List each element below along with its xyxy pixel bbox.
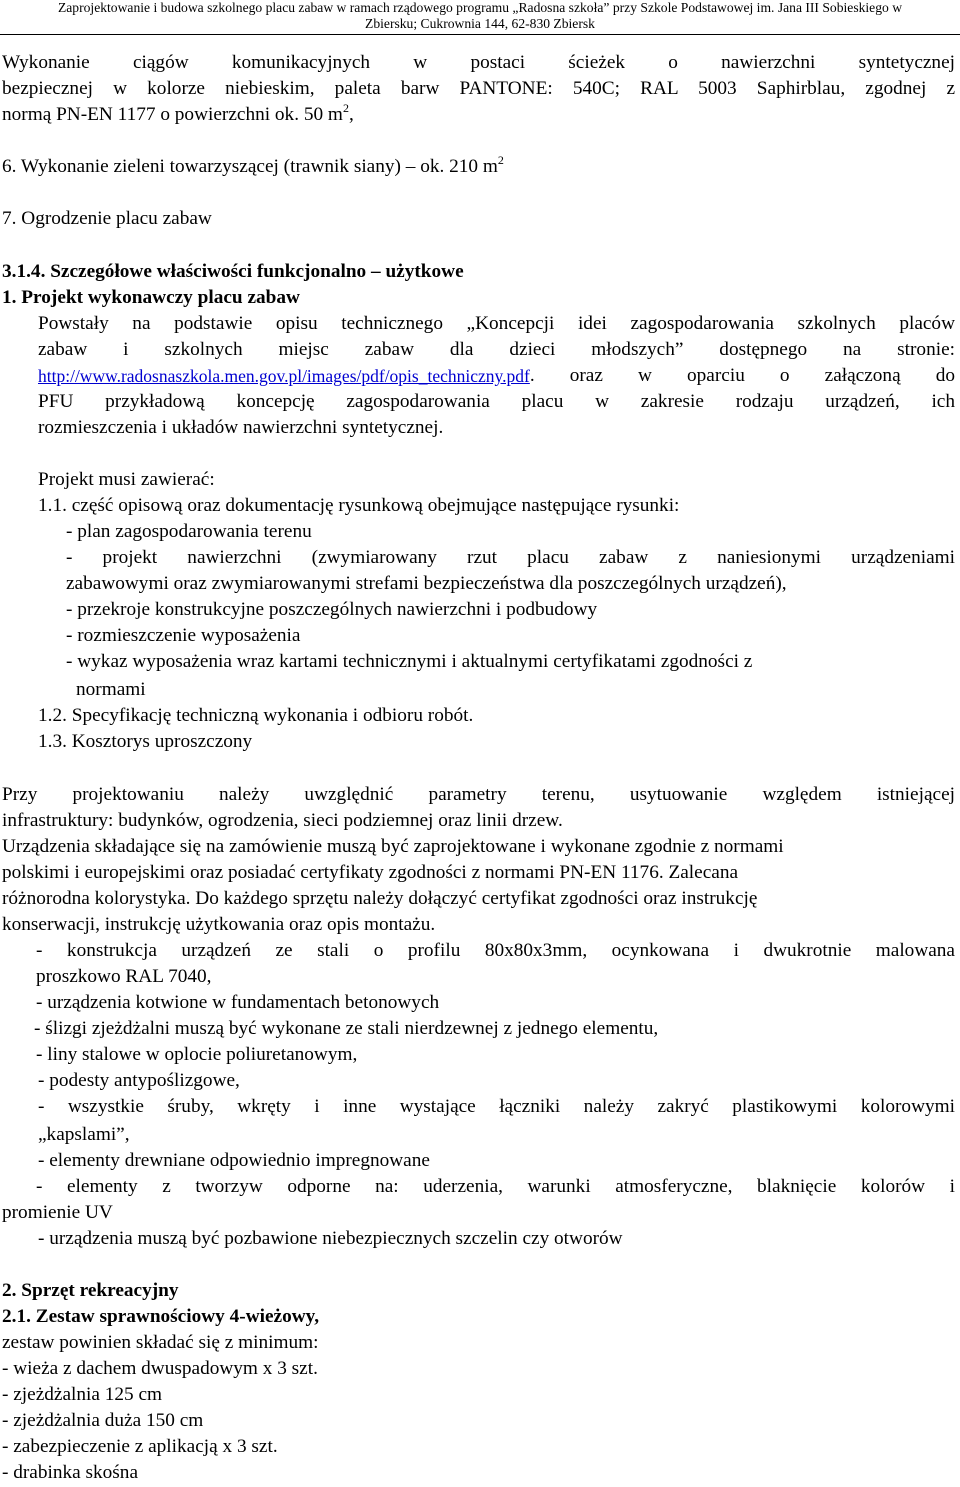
req-5: - podesty antypoślizgowe, <box>38 1070 240 1091</box>
item-1-2: 1.2. Specyfikację techniczną wykonania i odbioru robót. <box>38 705 474 726</box>
s314-p1-line-5: rozmieszczenia i układów nawierzchni syntetycznej. <box>38 417 444 438</box>
s314-p1-line-2: zabaw i szkolnych miejsc zabaw dla dzieci młodszych” dostępnego na stronie: <box>38 339 955 360</box>
intro-area-text: normą PN-EN 1177 o powierzchni ok. 50 m <box>2 104 343 125</box>
equipment-item-3: - zjeżdżalnia duża 150 cm <box>2 1410 204 1431</box>
s314-p1-line-3-tail: . oraz w oparciu o załączoną do <box>529 365 955 386</box>
header-line-1: Zaprojektowanie i budowa szkolnego placu zabaw w ramach rządowego programu „Radosna szkoła” przy Szkole Podstawowej im. Jana III Sobieskiego w <box>57 0 903 15</box>
equipment-item-1: - wieża z dachem dwuspadowym x 3 szt. <box>2 1358 318 1379</box>
intro-area-sup: 2 <box>342 101 349 115</box>
section-314-sub1: 1. Projekt wykonawczy placu zabaw <box>2 287 300 308</box>
design-p1-line-1: Przy projektowaniu należy uwzględnić parametry terenu, usytuowanie względem istniejącej <box>2 784 955 805</box>
must-contain: Projekt musi zawierać: <box>38 469 215 490</box>
intro-line-1: Wykonanie ciągów komunikacyjnych w postaci ścieżek o nawierzchni syntetycznej <box>2 52 955 73</box>
item-1-3: 1.3. Kosztorys uproszczony <box>38 731 253 752</box>
intro-area-tail: , <box>348 104 354 125</box>
section-314-heading: 3.1.4. Szczegółowe właściwości funkcjonalno – użytkowe <box>2 261 464 282</box>
drawing-item-1: - plan zagospodarowania terenu <box>66 521 312 542</box>
drawing-item-2a: - projekt nawierzchni (zwymiarowany rzut placu zabaw z naniesionymi urządzeniami <box>66 547 955 568</box>
concept-pdf-link[interactable]: http://www.radosnaszkola.men.gov.pl/images/pdf/opis_techniczny.pdf <box>38 366 530 386</box>
equipment-item-5: - drabinka skośna <box>2 1462 139 1483</box>
intro-item-6 <box>2 155 504 181</box>
design-p2-line-3: różnorodna kolorystyka. Do każdego sprzętu należy dołączyć certyfikat zgodności oraz instrukcję <box>2 888 758 909</box>
req-4: - liny stalowe w oplocie poliuretanowym, <box>36 1044 358 1065</box>
req-1a: - konstrukcja urządzeń ze stali o profilu 80x80x3mm, ocynkowana i dwukrotnie malowana <box>36 940 955 961</box>
design-p2-line-2: polskimi i europejskimi oraz posiadać certyfikaty zgodności z normami PN-EN 1176. Zalecana <box>2 862 739 883</box>
equipment-item-2: - zjeżdżalnia 125 cm <box>2 1384 163 1405</box>
drawing-item-5b: normami <box>76 679 146 700</box>
header-line-2: Zbiersku; Cukrownia 144, 62-830 Zbiersk <box>365 15 595 31</box>
item-6-text: 6. Wykonanie zieleni towarzyszącej (trawnik siany) – ok. 210 m <box>2 156 498 177</box>
req-9: - urządzenia muszą być pozbawione niebezpiecznych szczelin czy otworów <box>38 1228 623 1249</box>
drawing-item-4: - rozmieszczenie wyposażenia <box>66 625 301 646</box>
intro-line-2: bezpiecznej w kolorze niebieskim, paleta barw PANTONE: 540C; RAL 5003 Saphirblau, zgodnej z <box>2 78 955 99</box>
req-8a: - elementy z tworzyw odporne na: uderzenia, warunki atmosferyczne, blaknięcie kolorów i <box>36 1176 955 1197</box>
design-p2-line-4: konserwacji, instrukcję użytkowania oraz opis montażu. <box>2 914 436 935</box>
drawing-item-5a: - wykaz wyposażenia wraz kartami technicznymi i aktualnymi certyfikatami zgodności z <box>66 651 753 672</box>
s314-p1-line-3 <box>38 364 955 390</box>
section-2-heading: 2. Sprzęt rekreacyjny <box>2 1280 179 1301</box>
req-3: - ślizgi zjeżdżalni muszą być wykonane ze stali nierdzewnej z jednego elementu, <box>34 1018 659 1039</box>
req-6a: - wszystkie śruby, wkręty i inne wystające łączniki należy zakryć plastikowymi kolorowymi <box>38 1096 955 1117</box>
req-8b: promienie UV <box>2 1202 113 1223</box>
item-6-sup: 2 <box>497 153 504 167</box>
req-6b: „kapslami”, <box>38 1124 130 1145</box>
equipment-item-4: - zabezpieczenie z aplikacją x 3 szt. <box>2 1436 278 1457</box>
drawing-item-3: - przekroje konstrukcyjne poszczególnych nawierzchni i podbudowy <box>66 599 598 620</box>
design-p1-line-2: infrastruktury: budynków, ogrodzenia, sieci podziemnej oraz linii drzew. <box>2 810 563 831</box>
s314-p1-line-4: PFU przykładową koncepcję zagospodarowania placu w zakresie rodzaju urządzeń, ich <box>38 391 955 412</box>
req-1b: proszkowo RAL 7040, <box>36 966 212 987</box>
intro-item-7: 7. Ogrodzenie placu zabaw <box>2 208 212 229</box>
req-7: - elementy drewniane odpowiednio impregnowane <box>38 1150 430 1171</box>
design-p2-line-1: Urządzenia składające się na zamówienie muszą być zaprojektowane i wykonane zgodnie z normami <box>2 836 784 857</box>
section-2-1-intro: zestaw powinien składać się z minimum: <box>2 1332 319 1353</box>
drawing-item-2b: zabawowymi oraz zwymiarowanymi strefami bezpieczeństwa dla poszczególnych urządzeń), <box>66 573 787 594</box>
intro-line-3 <box>2 103 354 129</box>
item-1-1: 1.1. część opisową oraz dokumentację rysunkową obejmujące następujące rysunki: <box>38 495 680 516</box>
s314-p1-line-1: Powstały na podstawie opisu technicznego „Koncepcji idei zagospodarowania szkolnych placów <box>38 313 955 334</box>
page-header <box>0 0 960 35</box>
req-2: - urządzenia kotwione w fundamentach betonowych <box>36 992 440 1013</box>
section-2-1-heading: 2.1. Zestaw sprawnościowy 4-wieżowy, <box>2 1306 320 1327</box>
